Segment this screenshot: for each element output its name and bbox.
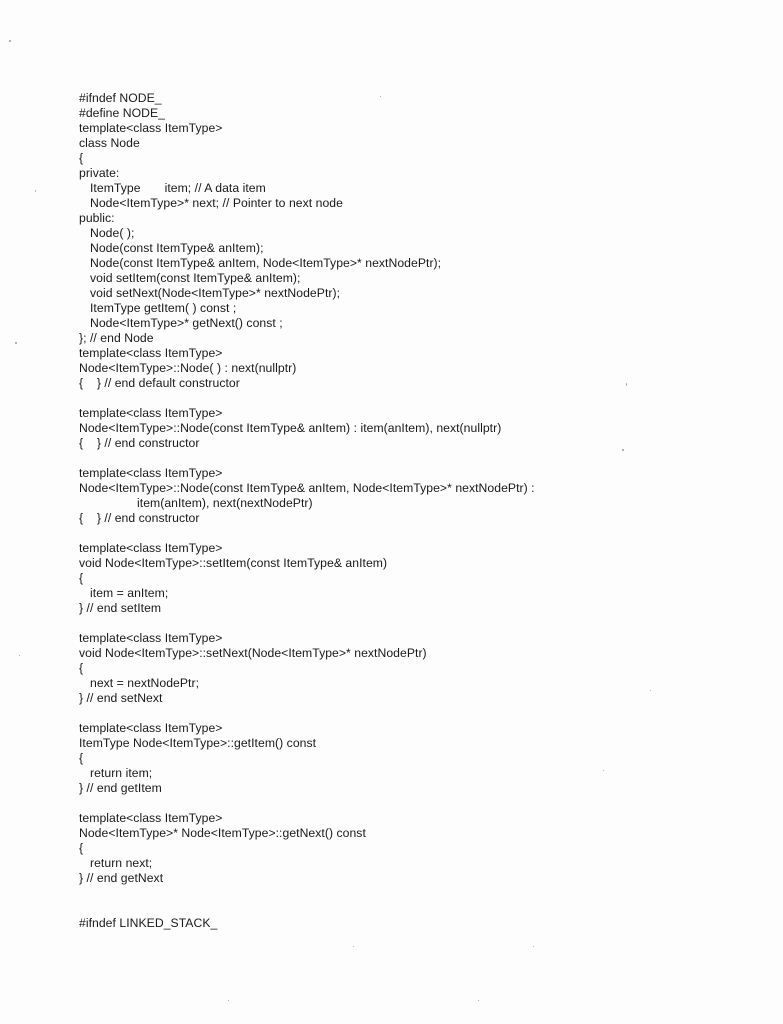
code-line: } // end setItem [79, 601, 162, 615]
code-line: } // end getNext [79, 871, 164, 885]
blank-line [79, 391, 759, 406]
scan-speck [533, 946, 534, 947]
code-line: template<class ItemType> [79, 541, 223, 555]
code-line: void setItem(const ItemType& anItem); [90, 271, 301, 285]
code-line: { [79, 571, 84, 585]
code-line: { } // end constructor [79, 436, 200, 450]
code-line: ItemType item; // A data item [90, 181, 266, 195]
code-line: template<class ItemType> [79, 121, 223, 135]
code-line: ItemType getItem( ) const ; [90, 301, 237, 315]
scan-speck [9, 40, 11, 42]
code-line: { } // end constructor [79, 511, 200, 525]
code-line: public: [79, 211, 115, 225]
scan-speck [228, 1000, 229, 1001]
blank-line [79, 451, 759, 466]
scan-speck [478, 1000, 479, 1001]
code-line: { [79, 841, 84, 855]
code-line: template<class ItemType> [79, 811, 223, 825]
code-line: item(anItem), next(nextNodePtr) [137, 496, 313, 510]
code-line: #define NODE_ [79, 106, 166, 120]
code-line: #ifndef LINKED_STACK_ [79, 916, 218, 930]
scan-speck [15, 342, 17, 344]
blank-line [79, 526, 759, 541]
code-line: Node<ItemType>* getNext() const ; [90, 316, 283, 330]
scan-speck [35, 190, 36, 192]
code-line: Node<ItemType>::Node(const ItemType& anItem) : item(anItem), next(nullptr) [79, 421, 502, 435]
blank-line [79, 616, 759, 631]
code-line: } // end setNext [79, 691, 163, 705]
code-line: { [79, 661, 84, 675]
code-line: Node(const ItemType& anItem, Node<ItemType>* nextNodePtr); [90, 256, 442, 270]
code-line: { [79, 751, 84, 765]
code-line: ItemType Node<ItemType>::getItem() const [79, 736, 317, 750]
code-line: template<class ItemType> [79, 631, 223, 645]
scan-speck [353, 946, 354, 947]
code-line: return next; [90, 856, 153, 870]
code-listing [79, 91, 759, 931]
code-line: void setNext(Node<ItemType>* nextNodePtr); [90, 286, 341, 300]
blank-line [79, 706, 759, 721]
code-line: private: [79, 166, 120, 180]
code-line: Node<ItemType>::Node( ) : next(nullptr) [79, 361, 297, 375]
code-line: template<class ItemType> [79, 406, 223, 420]
code-line: return item; [90, 766, 153, 780]
code-line: Node<ItemType>* next; // Pointer to next node [90, 196, 343, 210]
blank-line [79, 901, 759, 916]
code-line: next = nextNodePtr; [90, 676, 200, 690]
code-line: } // end getItem [79, 781, 162, 795]
code-line: class Node [79, 136, 140, 150]
scan-speck [19, 655, 20, 656]
code-line: template<class ItemType> [79, 721, 223, 735]
code-line: template<class ItemType> [79, 346, 223, 360]
code-line: Node<ItemType>* Node<ItemType>::getNext() const [79, 826, 366, 840]
code-line: { } // end default constructor [79, 376, 240, 390]
blank-line [79, 886, 759, 901]
code-line: Node<ItemType>::Node(const ItemType& anItem, Node<ItemType>* nextNodePtr) : [79, 481, 535, 495]
blank-line [79, 796, 759, 811]
code-line: item = anItem; [90, 586, 169, 600]
code-line: void Node<ItemType>::setNext(Node<ItemType>* nextNodePtr) [79, 646, 427, 660]
code-line: #ifndef NODE_ [79, 91, 162, 105]
code-line: void Node<ItemType>::setItem(const ItemType& anItem) [79, 556, 388, 570]
code-line: { [79, 151, 84, 165]
code-line: Node( ); [90, 226, 135, 240]
code-line: Node(const ItemType& anItem); [90, 241, 264, 255]
code-line: template<class ItemType> [79, 466, 223, 480]
code-line: }; // end Node [79, 331, 154, 345]
